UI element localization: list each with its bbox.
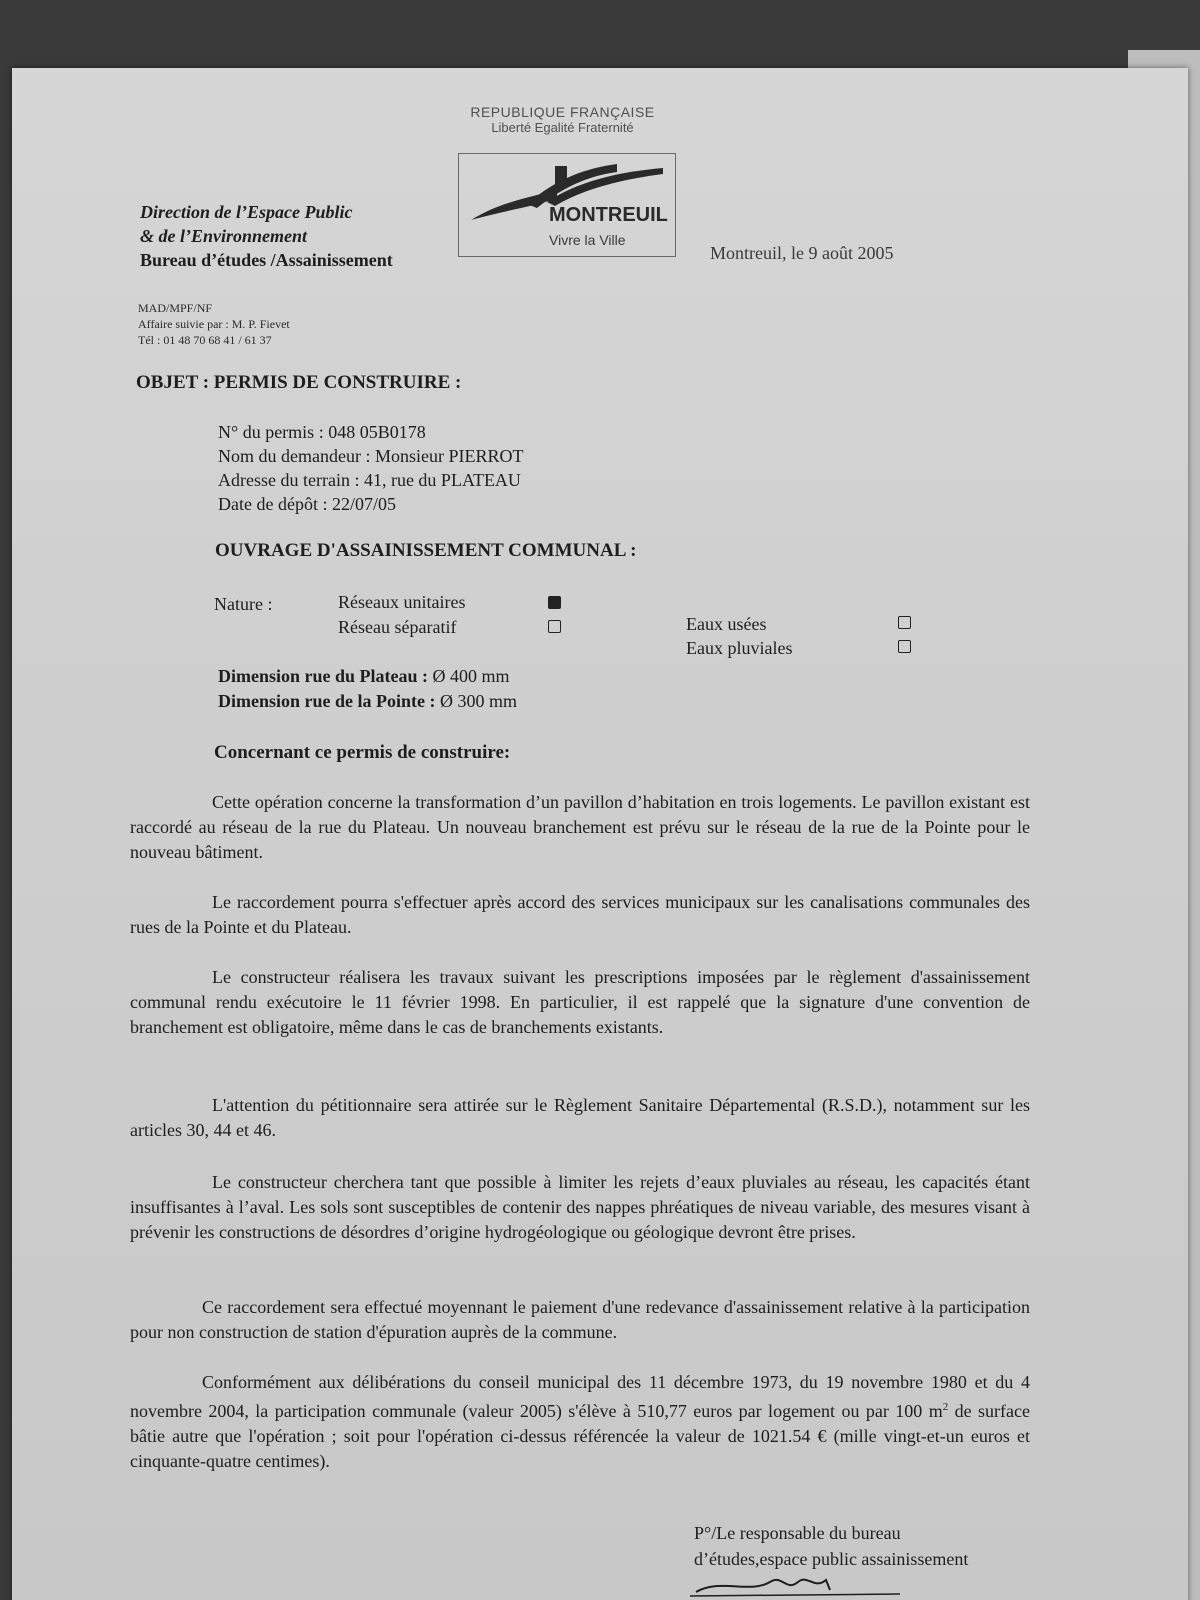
eaux-pluviales-label: Eaux pluviales [686,638,793,658]
montreuil-logo [458,153,676,257]
paragraph-3-text: Le constructeur réalisera les travaux suivant les prescriptions imposées par le règlement d'assainissement communal rendu exécutoire le 11 février 1998. En particulier, il est rappelé que la signature d'une convention de branchement est obligatoire, même dans le cas de branchements existants. [130,967,1030,1037]
republic-motto: Liberté Egalité Fraternité [491,120,634,135]
dimension-pointe [218,689,517,714]
paragraph-1 [130,790,1030,865]
nature-label: Nature : [214,594,273,614]
eaux-usees-checkbox [898,616,911,629]
paragraph-3 [130,965,1030,1040]
reseau-separatif-checkbox [548,620,561,633]
paragraph-5-text: Le constructeur cherchera tant que possible à limiter les rejets d’eaux pluviales au réseau, les capacités étant insuffisantes à l’aval. Les sols sont susceptibles de contenir des nappes phréatiques de niveau variable, des mesures visant à prévenir les constructions de désordres d’origine hydrogéologique ou géologique devront être prises. [130,1172,1030,1242]
reseaux-unitaires-checkbox [548,596,561,609]
eaux-pluviales-checkbox [898,640,911,653]
filing-date: Date de dépôt : 22/07/05 [218,494,396,514]
permit-details [218,420,523,516]
dept-line-1: Direction de l’Espace Public [140,202,353,222]
reference-block [138,300,290,348]
paragraph-6 [130,1295,1030,1345]
dimension-plateau-label: Dimension rue du Plateau : [218,666,429,686]
department-block [140,200,393,272]
paragraph-7 [130,1370,1030,1474]
permit-number: N° du permis : 048 05B0178 [218,422,426,442]
paragraph-2 [130,890,1030,940]
signature-line-2: d’études,espace public assainissement [694,1549,969,1569]
paragraph-7-text-b: de surface bâtie autre que l'opération ; soit pour l'opération ci-dessus référencée la valeur de 1021.54 € (mille vingt-et-un euros et cinquante-quatre centimes). [130,1401,1030,1471]
logo-tagline: Vivre la Ville [549,232,626,248]
handwritten-signature-icon [690,1568,910,1600]
logo-name: MONTREUIL [549,204,668,226]
paragraph-1-text: Cette opération concerne la transformation d’un pavillon d’habitation en trois logements. Le pavillon existant est raccordé au réseau de la rue du Plateau. Un nouveau branchement est prévu sur le réseau de la rue de la Pointe pour le nouveau bâtiment. [130,792,1030,862]
reference-phone: Tél : 01 48 70 68 41 / 61 37 [138,333,272,347]
republic-header [440,104,685,135]
paragraph-7-superscript: 2 [942,1401,949,1413]
paragraph-7-text-a: Conformément aux délibérations du conseil municipal des 11 décembre 1973, du 19 novembre 1980 et du 4 novembre 2004, la participation communale (valeur 2005) s'élève à 510,77 euros par logement ou par 100 m [130,1372,1030,1421]
concerning-heading: Concernant ce permis de construire: [214,742,511,763]
paragraph-2-text: Le raccordement pourra s'effectuer après accord des services municipaux sur les canalisations communales des rues de la Pointe et du Plateau. [130,892,1030,937]
paragraph-5 [130,1170,1030,1245]
dept-line-2: & de l’Environnement [140,226,308,246]
paragraph-4 [130,1093,1030,1143]
applicant-name: Nom du demandeur : Monsieur PIERROT [218,446,524,466]
dimension-plateau-value: Ø 400 mm [432,666,510,686]
eaux-usees-label: Eaux usées [686,614,767,634]
dimension-pointe-value: Ø 300 mm [440,691,518,711]
sanitation-heading: OUVRAGE D'ASSAINISSEMENT COMMUNAL : [215,540,637,561]
reference-followed-by: Affaire suivie par : M. P. Fievet [138,317,290,331]
reference-code: MAD/MPF/NF [138,301,213,315]
dimension-pointe-label: Dimension rue de la Pointe : [218,691,436,711]
dimensions-block [218,664,517,714]
land-address: Adresse du terrain : 41, rue du PLATEAU [218,470,521,490]
letter-date: Montreuil, le 9 août 2005 [710,243,894,263]
dept-line-3: Bureau d’études /Assainissement [140,250,393,270]
paragraph-6-text: Ce raccordement sera effectué moyennant le paiement d'une redevance d'assainissement relative à la participation pour non construction de station d'épuration auprès de la commune. [130,1297,1030,1342]
subject-heading: OBJET : PERMIS DE CONSTRUIRE : [136,372,462,393]
republic-title: REPUBLIQUE FRANÇAISE [470,104,655,120]
dimension-plateau [218,664,517,689]
signature-block [694,1520,968,1572]
paragraph-4-text: L'attention du pétitionnaire sera attirée sur le Règlement Sanitaire Départemental (R.S.D.), notamment sur les articles 30, 44 et 46. [130,1095,1030,1140]
reseau-separatif-label: Réseau séparatif [338,617,457,637]
reseaux-unitaires-label: Réseaux unitaires [338,592,466,612]
signature-line-1: P°/Le responsable du bureau [694,1523,901,1543]
